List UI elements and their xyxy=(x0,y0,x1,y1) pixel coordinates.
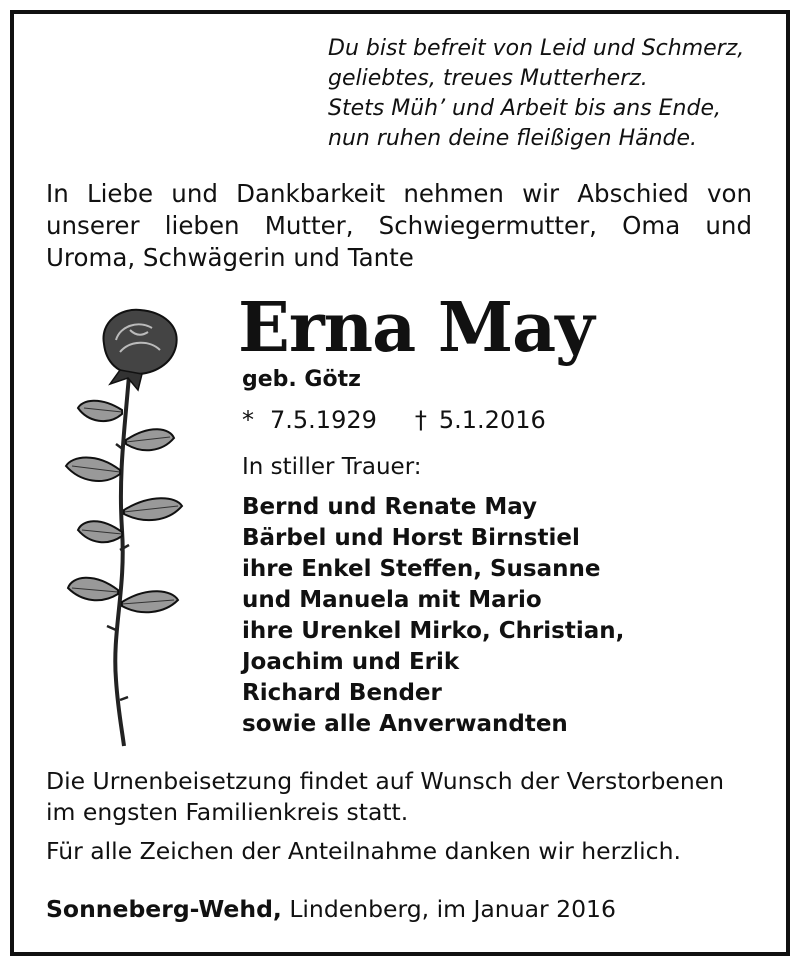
deceased-name: Erna May xyxy=(238,288,594,368)
intro-line: Uroma, Schwägerin und Tante xyxy=(46,243,414,272)
memorial-poem xyxy=(328,34,768,154)
burial-notice xyxy=(46,766,766,828)
thanks-text: Für alle Zeichen der Anteilnahme danken wir herzlich. xyxy=(46,837,681,865)
mourner-line: sowie alle Anverwandten xyxy=(242,711,568,737)
birth-date: 7.5.1929 xyxy=(270,406,377,434)
intro-line: In Liebe und Dankbarkeit nehmen wir Abschied von xyxy=(46,179,752,208)
maiden-name: geb. Götz xyxy=(242,367,361,392)
poem-line: geliebtes, treues Mutterherz. xyxy=(328,66,648,91)
notice-line: im engsten Familienkreis statt. xyxy=(46,798,409,826)
mourner-line: und Manuela mit Mario xyxy=(242,587,542,613)
mourning-label: In stiller Trauer: xyxy=(242,454,422,480)
mourner-line: Richard Bender xyxy=(242,680,442,706)
intro-line: unserer lieben Mutter, Schwiegermutter, Oma und xyxy=(46,211,752,240)
mourner-line: Joachim und Erik xyxy=(242,649,460,675)
birth-symbol: * xyxy=(242,406,254,434)
poem-line: nun ruhen deine fleißigen Hände. xyxy=(328,126,698,151)
death-symbol: † xyxy=(414,406,427,434)
poem-line: Stets Müh’ und Arbeit bis ans Ende, xyxy=(328,96,721,121)
death-date: 5.1.2016 xyxy=(438,406,546,434)
rose-icon xyxy=(60,300,200,750)
mourner-line: Bärbel und Horst Birnstiel xyxy=(242,525,580,551)
place-and-date xyxy=(46,894,616,925)
notice-line: Die Urnenbeisetzung findet auf Wunsch der Verstorbenen xyxy=(46,767,725,795)
mourner-line: ihre Urenkel Mirko, Christian, xyxy=(242,618,625,644)
mourners-list xyxy=(242,492,624,740)
intro-text xyxy=(46,178,752,274)
life-dates xyxy=(242,404,546,436)
mourner-line: Bernd und Renate May xyxy=(242,494,538,520)
place-rest: Lindenberg, im Januar 2016 xyxy=(281,895,616,923)
poem-line: Du bist befreit von Leid und Schmerz, xyxy=(328,36,745,61)
place-bold: Sonneberg-Wehd, xyxy=(46,895,282,923)
mourner-line: ihre Enkel Steffen, Susanne xyxy=(242,556,601,582)
